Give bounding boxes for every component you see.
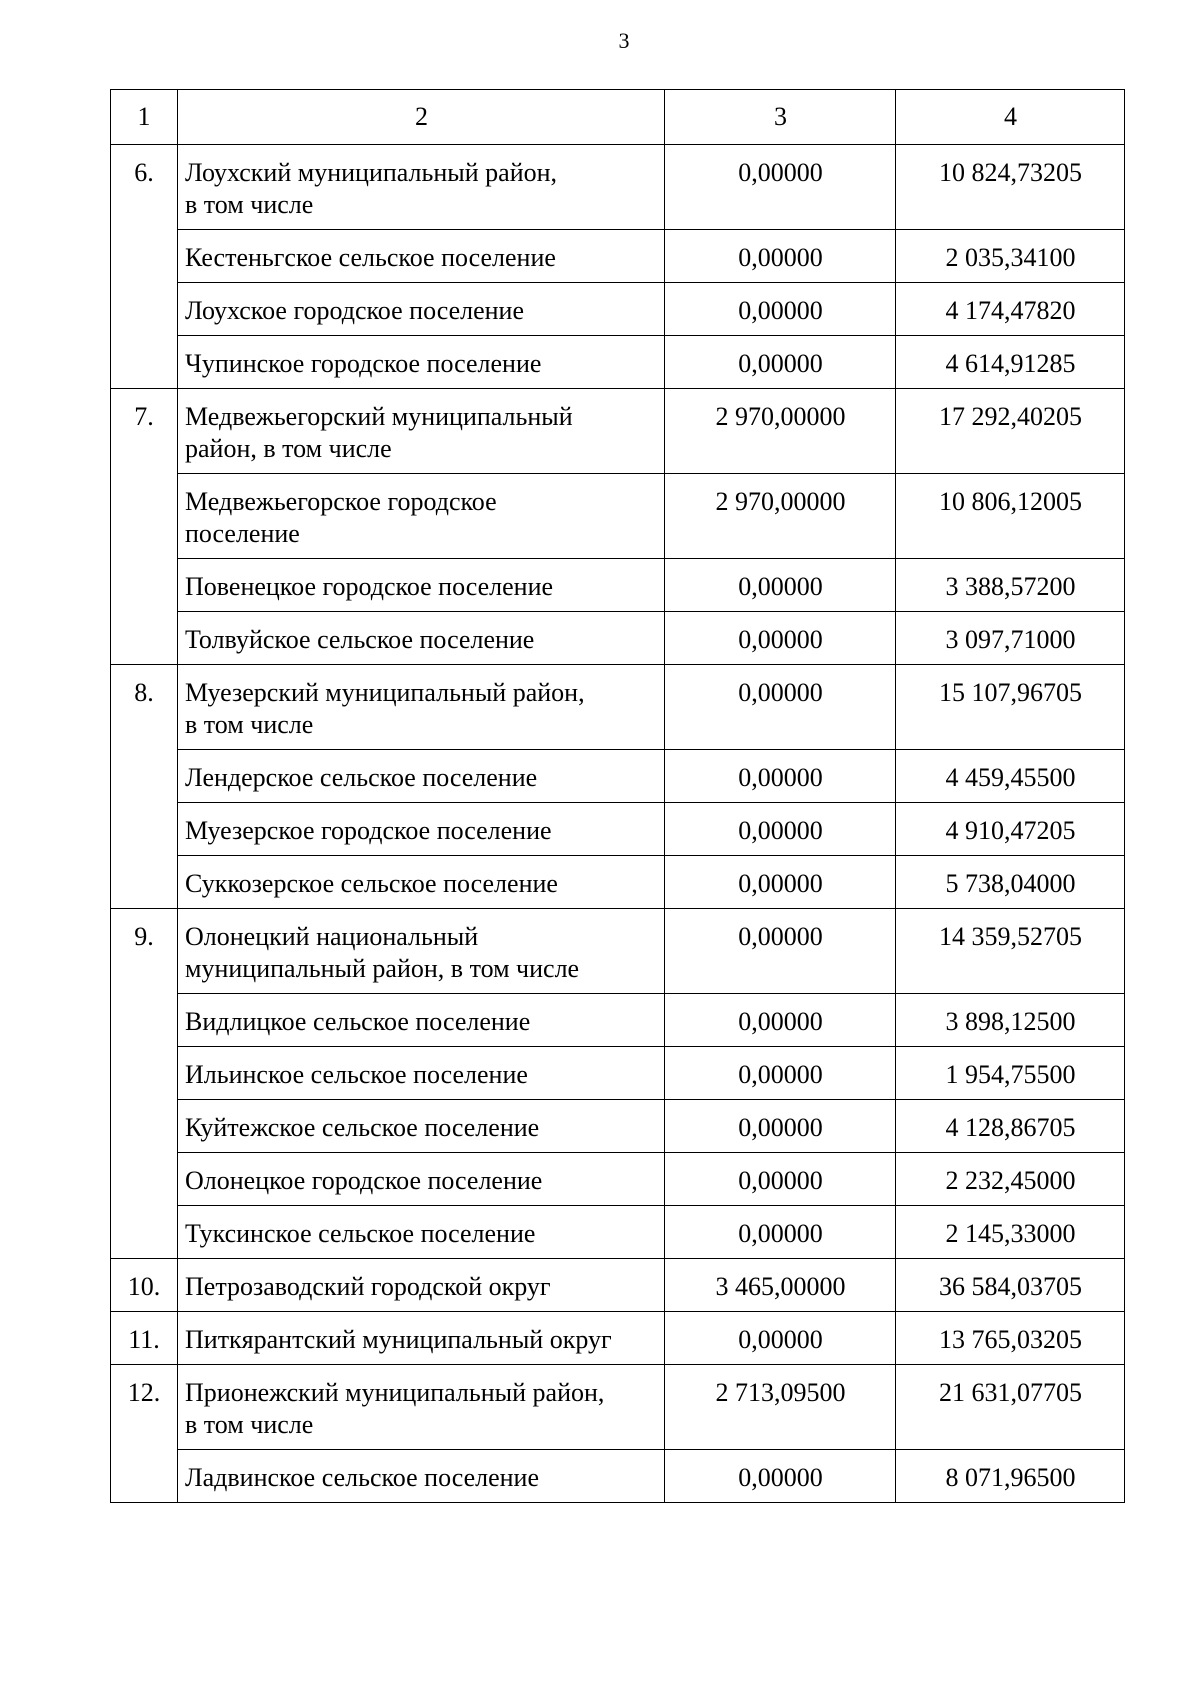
municipality-name-cell (178, 856, 665, 909)
municipality-name-cell (178, 1259, 665, 1312)
municipality-name: Олонецкое городское поселение (185, 1166, 543, 1195)
value-col3: 0,00000 (738, 349, 823, 378)
municipality-name: Прионежский муниципальный район, в том числе (185, 1378, 605, 1439)
value-col4: 4 174,47820 (945, 296, 1076, 325)
value-col3-cell (665, 283, 896, 336)
row-number-cell (111, 389, 178, 665)
municipality-name-cell (178, 803, 665, 856)
header-cell-4 (896, 90, 1125, 145)
value-col3: 0,00000 (738, 1325, 823, 1354)
value-col4: 5 738,04000 (945, 869, 1076, 898)
value-col3: 0,00000 (738, 625, 823, 654)
value-col3: 0,00000 (738, 1007, 823, 1036)
municipality-name: Толвуйское сельское поселение (185, 625, 535, 654)
value-col3: 0,00000 (738, 763, 823, 792)
value-col3: 0,00000 (738, 922, 823, 951)
value-col4: 14 359,52705 (939, 922, 1082, 951)
municipality-name: Суккозерское сельское поселение (185, 869, 558, 898)
table-row-sub (111, 1450, 1125, 1503)
value-col3-cell (665, 336, 896, 389)
municipality-name: Олонецкий национальный муниципальный район, в том числе (185, 922, 580, 983)
municipality-name-cell (178, 665, 665, 750)
value-col3-cell (665, 230, 896, 283)
table-row-sub (111, 1153, 1125, 1206)
row-number: 12. (127, 1378, 161, 1407)
row-number: 10. (127, 1272, 161, 1301)
municipality-name-cell (178, 1153, 665, 1206)
municipality-name-cell (178, 612, 665, 665)
table-row-sub (111, 856, 1125, 909)
table-row-sub (111, 803, 1125, 856)
header-cell-3 (665, 90, 896, 145)
value-col3-cell (665, 612, 896, 665)
municipality-name: Куйтежское сельское поселение (185, 1113, 540, 1142)
table-row-main (111, 1312, 1125, 1365)
value-col4-cell (896, 559, 1125, 612)
value-col3: 0,00000 (738, 1166, 823, 1195)
table-row-main (111, 1259, 1125, 1312)
table-row-sub (111, 750, 1125, 803)
municipality-name-cell (178, 145, 665, 230)
value-col4: 4 128,86705 (945, 1113, 1076, 1142)
value-col3: 0,00000 (738, 1463, 823, 1492)
table-row-sub (111, 230, 1125, 283)
municipality-name-cell (178, 1100, 665, 1153)
municipality-name-cell (178, 750, 665, 803)
value-col4-cell (896, 230, 1125, 283)
value-col4-cell (896, 1100, 1125, 1153)
table-row-sub (111, 1047, 1125, 1100)
value-col4-cell (896, 1206, 1125, 1259)
value-col4: 3 097,71000 (945, 625, 1076, 654)
municipality-name-cell (178, 1047, 665, 1100)
value-col3-cell (665, 1153, 896, 1206)
header-cell-1 (111, 90, 178, 145)
value-col3-cell (665, 474, 896, 559)
value-col4-cell (896, 994, 1125, 1047)
municipality-name: Кестеньгское сельское поселение (185, 243, 556, 272)
table-row-sub (111, 283, 1125, 336)
table-row-main (111, 665, 1125, 750)
value-col4-cell (896, 612, 1125, 665)
value-col4: 13 765,03205 (939, 1325, 1082, 1354)
value-col4: 4 459,45500 (945, 763, 1076, 792)
value-col3: 0,00000 (738, 572, 823, 601)
value-col3-cell (665, 665, 896, 750)
value-col4-cell (896, 665, 1125, 750)
table-row-sub (111, 559, 1125, 612)
table-body (111, 90, 1125, 1503)
row-number-cell (111, 1365, 178, 1503)
value-col3: 0,00000 (738, 296, 823, 325)
value-col3: 0,00000 (738, 1060, 823, 1089)
header-label-3: 3 (774, 102, 787, 131)
value-col3-cell (665, 389, 896, 474)
municipality-name: Видлицкое сельское поселение (185, 1007, 531, 1036)
value-col4-cell (896, 1365, 1125, 1450)
value-col4: 3 388,57200 (945, 572, 1076, 601)
value-col4-cell (896, 1312, 1125, 1365)
value-col3: 0,00000 (738, 243, 823, 272)
value-col4-cell (896, 145, 1125, 230)
table-row-main (111, 145, 1125, 230)
table-row-sub (111, 612, 1125, 665)
value-col4: 2 145,33000 (945, 1219, 1076, 1248)
value-col4-cell (896, 336, 1125, 389)
table-row-sub (111, 474, 1125, 559)
value-col3-cell (665, 145, 896, 230)
value-col3: 3 465,00000 (715, 1272, 846, 1301)
value-col4-cell (896, 283, 1125, 336)
value-col3-cell (665, 1047, 896, 1100)
value-col3: 0,00000 (738, 678, 823, 707)
municipality-name: Лоухский муниципальный район, в том числе (185, 158, 558, 219)
municipality-name: Туксинское сельское поселение (185, 1219, 536, 1248)
value-col4: 8 071,96500 (945, 1463, 1076, 1492)
header-label-1: 1 (137, 102, 151, 131)
table-row-main (111, 909, 1125, 994)
row-number-cell (111, 665, 178, 909)
municipality-name-cell (178, 474, 665, 559)
value-col3: 0,00000 (738, 1219, 823, 1248)
row-number-cell (111, 1259, 178, 1312)
municipality-name-cell (178, 1365, 665, 1450)
municipality-name: Муезерское городское поселение (185, 816, 552, 845)
municipality-name: Медвежьегорское городское поселение (185, 487, 497, 548)
row-number: 9. (134, 922, 154, 951)
value-col3-cell (665, 559, 896, 612)
value-col4: 4 910,47205 (945, 816, 1076, 845)
value-col4-cell (896, 389, 1125, 474)
municipality-name-cell (178, 1206, 665, 1259)
value-col4: 2 232,45000 (945, 1166, 1076, 1195)
value-col4-cell (896, 750, 1125, 803)
value-col3-cell (665, 1100, 896, 1153)
value-col4: 10 806,12005 (939, 487, 1082, 516)
value-col3: 0,00000 (738, 1113, 823, 1142)
value-col3: 0,00000 (738, 869, 823, 898)
municipality-name: Повенецкое городское поселение (185, 572, 554, 601)
row-number-cell (111, 1312, 178, 1365)
header-cell-2 (178, 90, 665, 145)
value-col4: 17 292,40205 (939, 402, 1082, 431)
table-header-row (111, 90, 1125, 145)
value-col3-cell (665, 1450, 896, 1503)
municipality-name: Чупинское городское поселение (185, 349, 542, 378)
value-col4: 36 584,03705 (939, 1272, 1082, 1301)
value-col3: 0,00000 (738, 158, 823, 187)
header-label-4: 4 (1004, 102, 1017, 131)
table-row-sub (111, 1206, 1125, 1259)
value-col3-cell (665, 909, 896, 994)
table-row-main (111, 389, 1125, 474)
value-col4-cell (896, 1450, 1125, 1503)
municipality-name: Муезерский муниципальный район, в том числе (185, 678, 585, 739)
value-col3: 2 970,00000 (715, 487, 846, 516)
data-table (110, 89, 1125, 1503)
value-col3-cell (665, 1312, 896, 1365)
value-col4-cell (896, 1047, 1125, 1100)
municipality-name: Ильинское сельское поселение (185, 1060, 528, 1089)
value-col3-cell (665, 750, 896, 803)
municipality-name-cell (178, 1312, 665, 1365)
municipality-name: Петрозаводский городской округ (185, 1272, 551, 1301)
municipality-name: Ладвинское сельское поселение (185, 1463, 539, 1492)
value-col3-cell (665, 994, 896, 1047)
header-label-2: 2 (415, 102, 428, 131)
value-col4: 21 631,07705 (939, 1378, 1082, 1407)
value-col3-cell (665, 856, 896, 909)
value-col3-cell (665, 1365, 896, 1450)
table-row-sub (111, 336, 1125, 389)
value-col4: 1 954,75500 (945, 1060, 1076, 1089)
value-col4: 3 898,12500 (945, 1007, 1076, 1036)
municipality-name-cell (178, 283, 665, 336)
value-col3: 2 970,00000 (715, 402, 846, 431)
value-col3: 2 713,09500 (715, 1378, 846, 1407)
value-col4-cell (896, 1153, 1125, 1206)
municipality-name: Лендерское сельское поселение (185, 763, 538, 792)
value-col3-cell (665, 803, 896, 856)
table-row-sub (111, 1100, 1125, 1153)
value-col4-cell (896, 1259, 1125, 1312)
row-number: 11. (128, 1325, 160, 1354)
municipality-name-cell (178, 389, 665, 474)
municipality-name-cell (178, 1450, 665, 1503)
row-number: 7. (134, 402, 154, 431)
value-col4-cell (896, 474, 1125, 559)
municipality-name-cell (178, 909, 665, 994)
municipality-name: Питкярантский муниципальный округ (185, 1325, 612, 1354)
municipality-name: Лоухское городское поселение (185, 296, 525, 325)
municipality-name-cell (178, 336, 665, 389)
row-number: 8. (134, 678, 154, 707)
value-col3-cell (665, 1206, 896, 1259)
row-number: 6. (134, 158, 154, 187)
value-col4: 4 614,91285 (945, 349, 1076, 378)
municipality-name: Медвежьегорский муниципальный район, в том числе (185, 402, 573, 463)
value-col4: 15 107,96705 (939, 678, 1082, 707)
municipality-name-cell (178, 559, 665, 612)
row-number-cell (111, 909, 178, 1259)
page-number: 3 (618, 28, 630, 53)
value-col4-cell (896, 803, 1125, 856)
value-col4: 10 824,73205 (939, 158, 1082, 187)
value-col3-cell (665, 1259, 896, 1312)
value-col3: 0,00000 (738, 816, 823, 845)
municipality-name-cell (178, 230, 665, 283)
table-row-main (111, 1365, 1125, 1450)
row-number-cell (111, 145, 178, 389)
table-row-sub (111, 994, 1125, 1047)
value-col4: 2 035,34100 (945, 243, 1076, 272)
value-col4-cell (896, 909, 1125, 994)
municipality-name-cell (178, 994, 665, 1047)
value-col4-cell (896, 856, 1125, 909)
